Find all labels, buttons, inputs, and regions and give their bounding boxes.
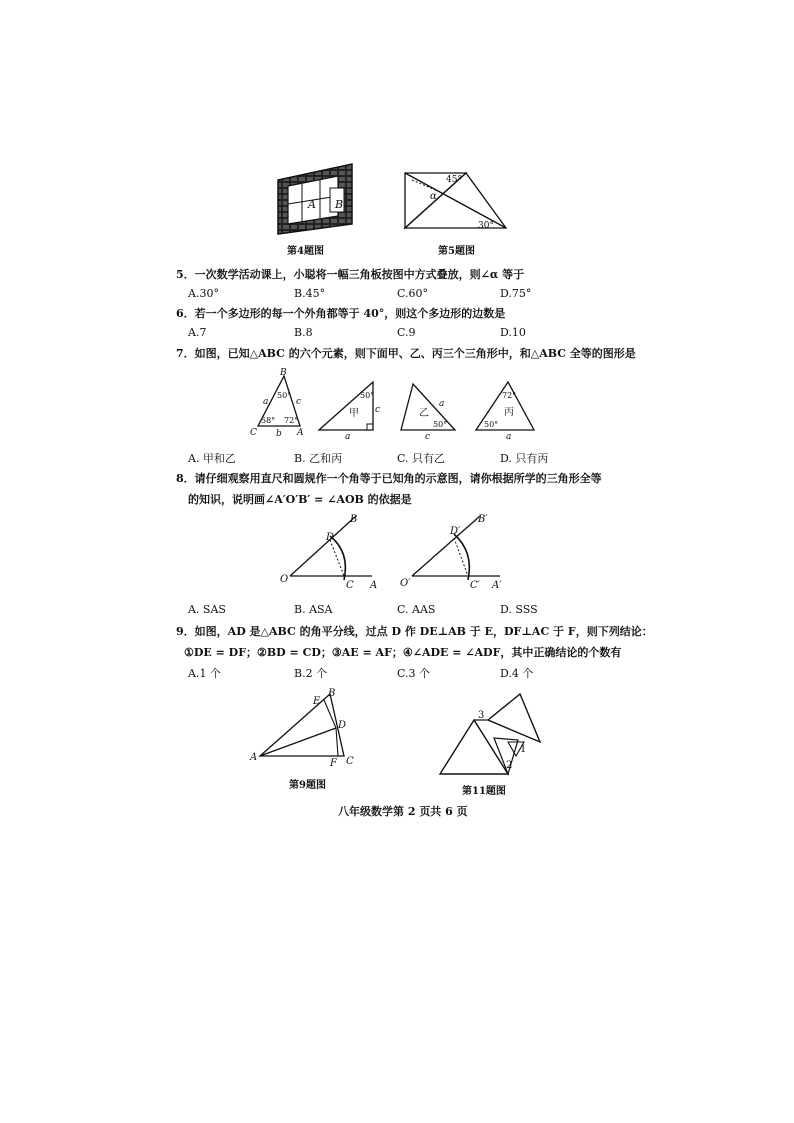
q9-figure	[248, 686, 360, 770]
q7-abc-vertex-a: A	[297, 428, 304, 438]
q9-fig-e: E	[313, 696, 321, 707]
q8-option-c[interactable]: C. AAS	[397, 603, 436, 616]
q8-stem-line1: 8．请仔细观察用直尺和圆规作一个角等于已知角的示意图，请你根据所学的三角形全等	[176, 472, 602, 485]
q7-abc-side-a: a	[263, 397, 269, 407]
q7-option-c[interactable]: C. 只有乙	[397, 452, 446, 465]
q7-yi-side-a: a	[439, 399, 445, 409]
q8-right-c: C′	[470, 580, 480, 591]
q5-option-c[interactable]: C.60°	[397, 287, 429, 300]
q9-option-c[interactable]: C.3 个	[397, 667, 431, 680]
q7-abc-angle-b: 50°	[277, 391, 292, 400]
page-footer: 八年级数学第 2 页共 6 页	[338, 805, 468, 818]
figure-5	[400, 170, 510, 232]
fig4-label-a: A	[308, 198, 316, 211]
q8-option-a[interactable]: A. SAS	[188, 603, 226, 616]
q8-option-b[interactable]: B. ASA	[294, 603, 333, 616]
q7-abc-side-b: b	[276, 429, 282, 439]
q7-yi-angle: 50°	[433, 420, 448, 429]
q9-option-b[interactable]: B.2 个	[294, 667, 328, 680]
fig5-caption: 第5题图	[438, 246, 475, 257]
q7-bing-angle-top: 72°	[502, 391, 517, 400]
q7-yi-side-c: c	[425, 432, 431, 442]
fig4-label-b: B	[335, 198, 344, 211]
q8-left-a: A	[370, 580, 378, 591]
q7-option-a[interactable]: A. 甲和乙	[188, 452, 236, 465]
q7-abc-side-c: c	[296, 397, 302, 407]
q7-abc-vertex-c: C	[250, 428, 257, 438]
q8-figure-left	[278, 510, 382, 592]
q6-option-c[interactable]: C.9	[397, 326, 416, 339]
q7-jia-angle: 50°	[360, 391, 375, 400]
q9-fig-c: C	[346, 756, 354, 767]
q7-abc-angle-a: 72°	[284, 416, 299, 425]
fig5-angle-45: 45°	[446, 175, 462, 185]
q5-option-d[interactable]: D.75°	[500, 287, 532, 300]
q8-right-o: O′	[400, 578, 411, 589]
q8-figure-right	[400, 510, 510, 592]
q5-option-b[interactable]: B.45°	[294, 287, 326, 300]
q11-label-2: 2	[506, 760, 513, 771]
fig5-angle-30: 30°	[478, 221, 494, 231]
q6-stem: 6．若一个多边形的每一个外角都等于 40°，则这个多边形的边数是	[176, 307, 506, 320]
figure-4	[274, 158, 356, 236]
q5-option-a[interactable]: A.30°	[188, 287, 219, 300]
q8-left-c: C	[346, 580, 354, 591]
q11-figure	[434, 686, 554, 776]
q11-label-1: 1	[520, 744, 527, 755]
q9-stem-line2: ①DE = DF；②BD = CD；③AE = AF；④∠ADE = ∠ADF，其中正确结论的个数有	[184, 646, 622, 659]
q9-fig-d: D	[338, 720, 347, 731]
q7-jia-side-a: a	[345, 432, 351, 442]
q7-abc-vertex-b: B	[280, 368, 287, 378]
q8-left-d: D	[326, 532, 335, 543]
fig4-caption: 第4题图	[287, 246, 324, 257]
q8-right-a: A′	[492, 580, 502, 591]
fig5-angle-alpha: α	[430, 191, 437, 202]
q7-option-b[interactable]: B. 乙和丙	[294, 452, 343, 465]
q7-triangle-yi	[397, 378, 459, 440]
q7-triangle-jia	[315, 378, 381, 440]
q5-stem: 5．一次数学活动课上，小聪将一幅三角板按图中方式叠放，则∠α 等于	[176, 268, 525, 281]
q6-option-d[interactable]: D.10	[500, 326, 526, 339]
q9-stem-line1: 9．如图，AD 是△ABC 的角平分线，过点 D 作 DE⊥AB 于 E，DF⊥AC 于 F，则下列结论：	[176, 625, 653, 638]
q9-option-a[interactable]: A.1 个	[188, 667, 221, 680]
q8-option-d[interactable]: D. SSS	[500, 603, 538, 616]
q11-fig-caption: 第11题图	[462, 786, 506, 797]
q8-stem-line2: 的知识，说明画∠A′O′B′ = ∠AOB 的依据是	[188, 493, 412, 506]
q7-jia-name: 甲	[349, 408, 359, 419]
q7-stem: 7．如图，已知△ABC 的六个元素，则下面甲、乙、丙三个三角形中，和△ABC 全等的图形是	[176, 347, 636, 360]
q9-fig-f: F	[330, 758, 337, 769]
q11-label-3: 3	[478, 710, 485, 721]
q8-right-d: D′	[450, 526, 461, 537]
q9-fig-b: B	[328, 688, 336, 699]
q7-triangle-bing	[472, 378, 538, 440]
q7-bing-side-a: a	[506, 432, 512, 442]
q8-left-o: O	[280, 574, 289, 585]
q9-fig-a: A	[250, 752, 258, 763]
q7-bing-name: 丙	[504, 407, 514, 418]
q8-left-b: B	[350, 514, 358, 525]
q6-option-a[interactable]: A.7	[188, 326, 207, 339]
q9-option-d[interactable]: D.4 个	[500, 667, 534, 680]
q7-jia-side-c: c	[375, 405, 381, 415]
q7-triangle-abc	[250, 368, 312, 440]
q7-bing-angle-left: 50°	[484, 420, 499, 429]
q6-option-b[interactable]: B.8	[294, 326, 313, 339]
q7-option-d[interactable]: D. 只有丙	[500, 452, 549, 465]
q7-yi-name: 乙	[419, 408, 429, 419]
q9-fig-caption: 第9题图	[289, 780, 326, 791]
q7-abc-angle-c: 58°	[261, 416, 276, 425]
q8-right-b: B′	[478, 514, 488, 525]
